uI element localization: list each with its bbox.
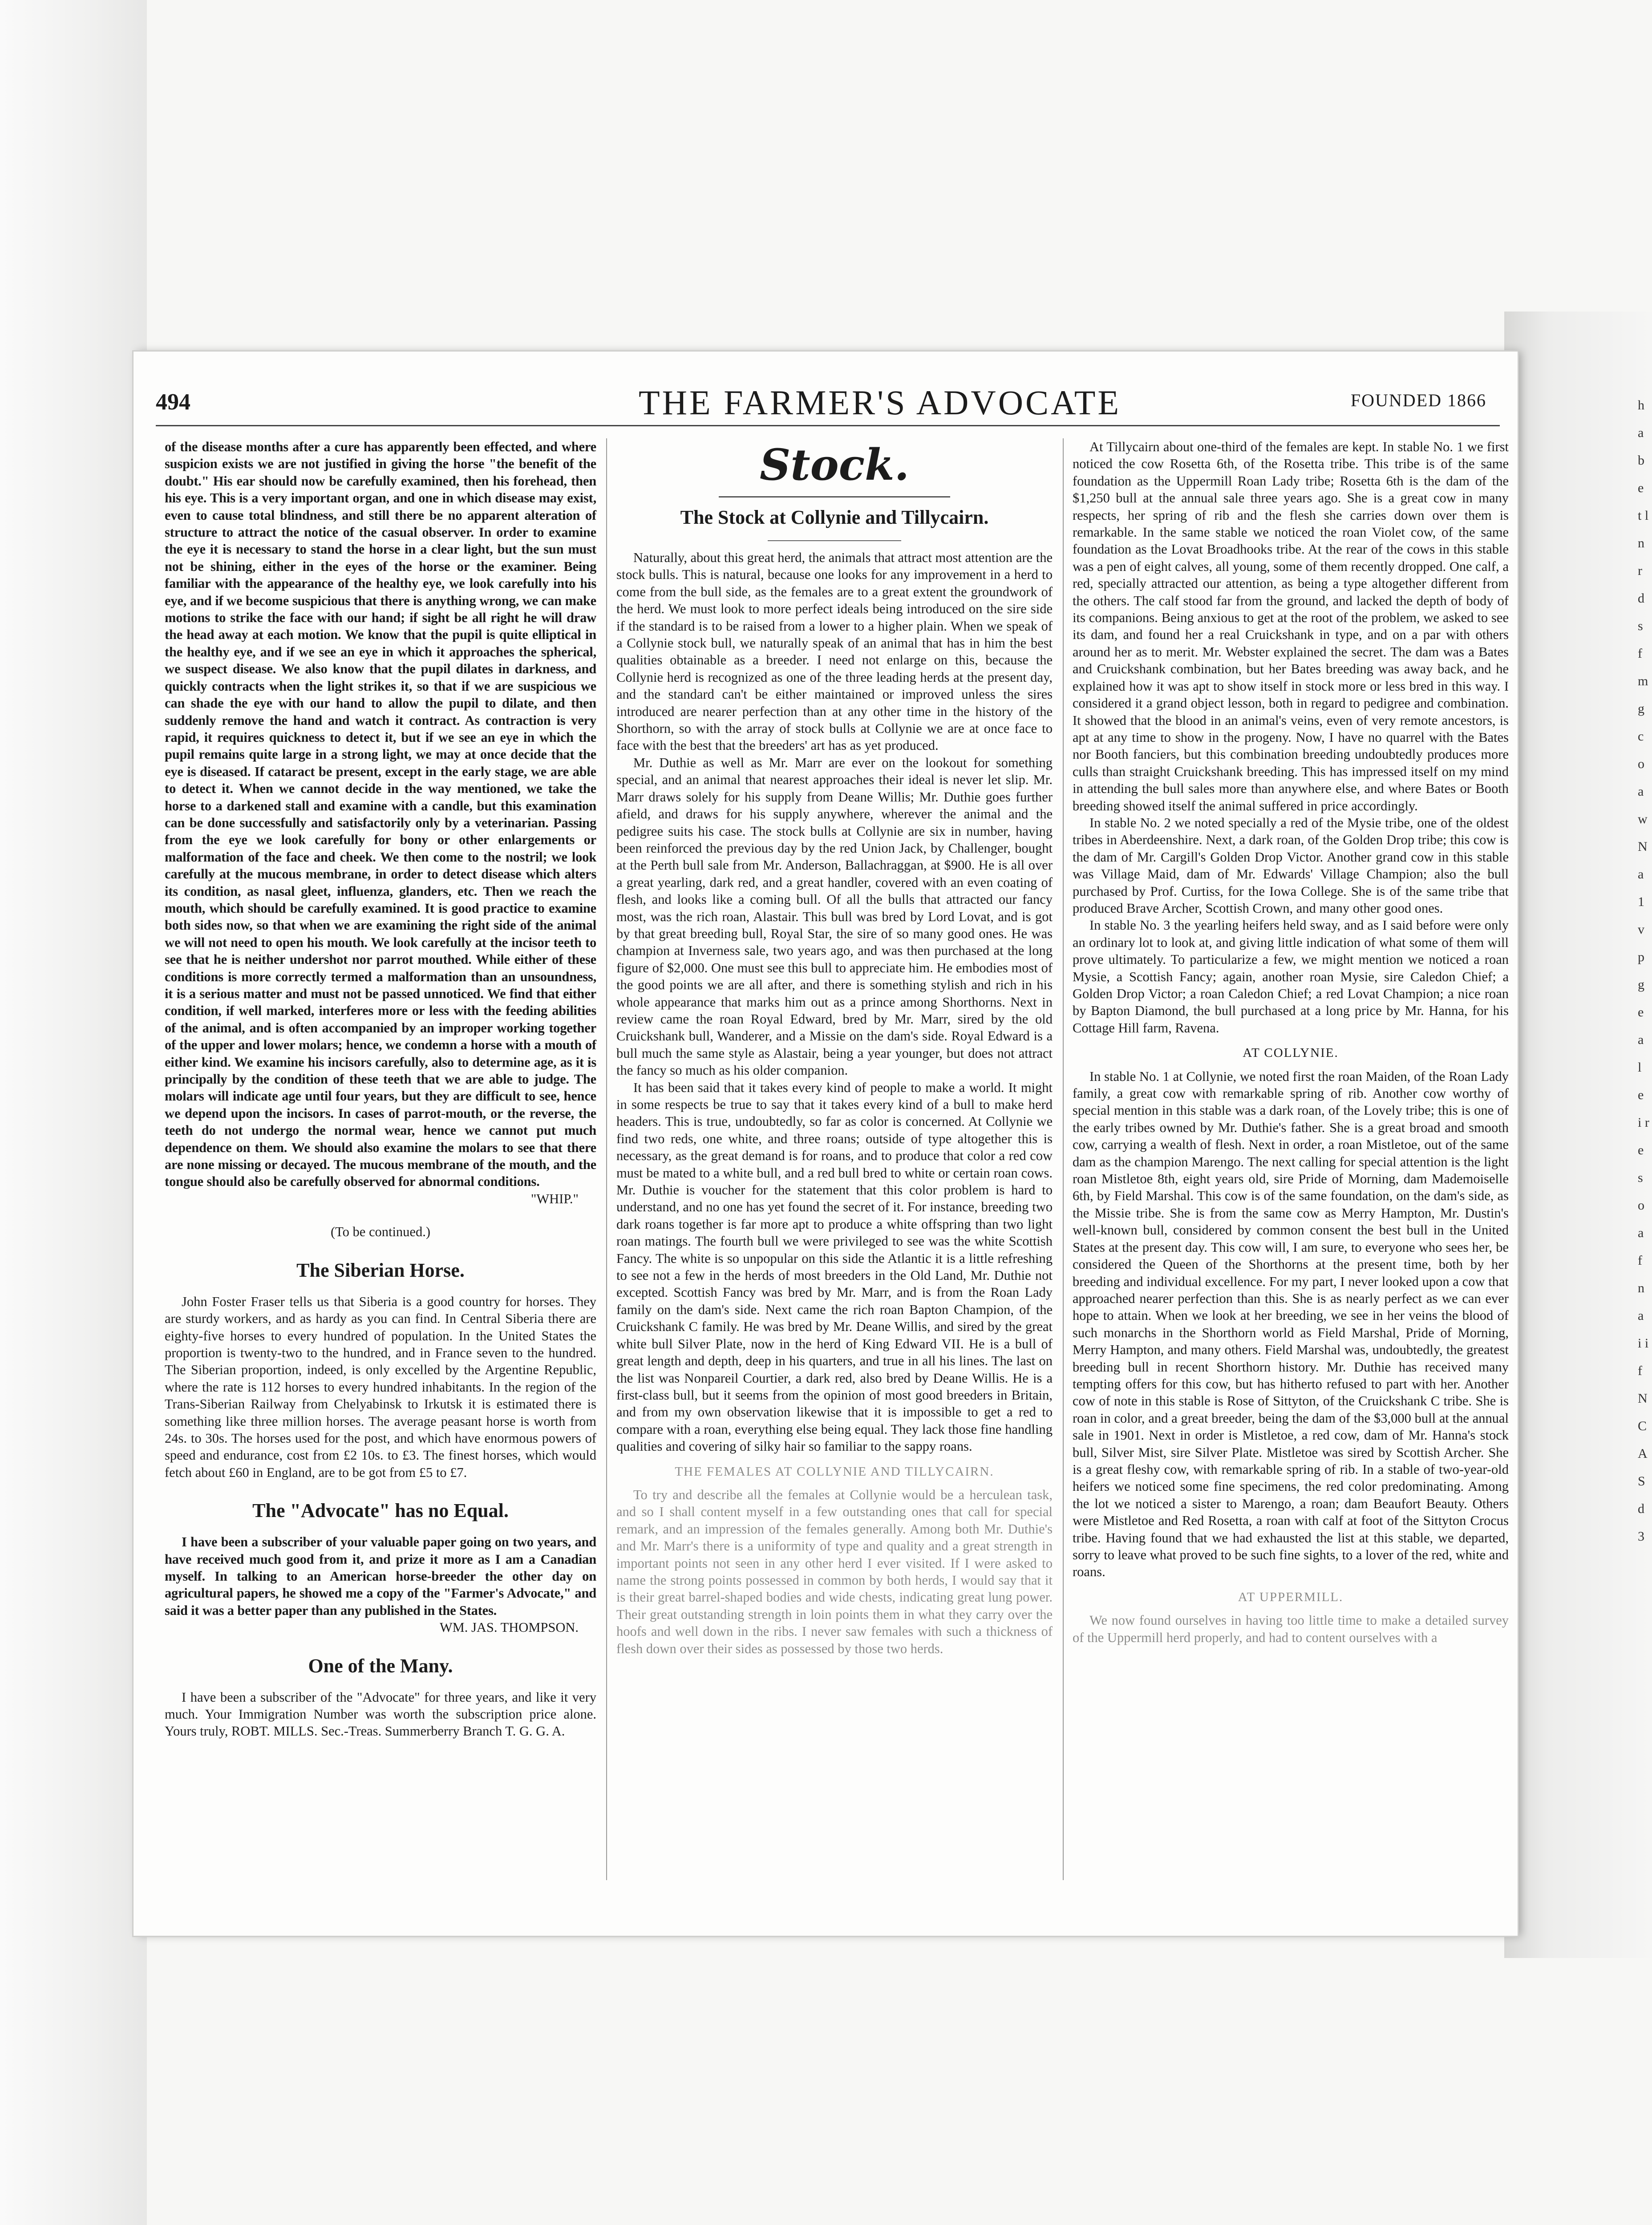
collynie-paragraph-3: It has been said that it takes every kind of people to make a world. It might in some respects be true to say that it takes every kind of a bull to make herd headers. This is true, undoubtedly, so far as color is concerned. At Collynie we find two reds, one white, and three roans; outside of type altogether this is necessary, as the great demand is for roans, and to produce that color a red cow must be mated to a white bull, and a red bull bred to white or certain roan cows. Mr. Duthie is voucher for the statement that this color problem is hard to understand, and no one has yet found the secret of it. For instance, breeding two dark roans together is far more apt to produce a white offspring than two light roan matings. The fourth bull we were privileged to see was the white Scottish Fancy. The white is so unpopular on this side the Atlantic it is a little refreshing to see not a few in the herds of most breeders in the Old Land, Mr. Duthie not excepted. Scottish Fancy was bred by Mr. Marr, and is from the Roan Lady family on the dam's side. Next came the rich roan Bapton Champion, of the Cruickshank C family. He was bred by Mr. Deane Willis, and sired by the great white bull Silver Plate, now in the herd of King Edward VII. He is a bull of great length and depth, deep in his quarters, and true in all his lines. The last on the list was Nonpareil Courtier, a dark red, also bred by Deane Willis. He is a first-class bull, but it seems from the opinion of most good breeders in Britain, and from my own observation likewise that it is impossible to get a red to compare with a roan, everything else being equal. They lack those fine handling qualities and covering of silky hair so familiar to the sappy roans. xyxy=(616,1080,1053,1454)
journal-title: THE FARMER'S ADVOCATE xyxy=(639,383,1122,422)
section-rule xyxy=(719,496,950,498)
eye-exam-signature: "WHIP." xyxy=(530,1191,579,1206)
page-header xyxy=(156,383,1500,423)
eye-exam-text: of the disease months after a cure has apparently been effected, and where suspicion exists we are not justified in giving the horse "the benefit of the doubt." His ear should now be carefully examined, then his forehead, then his eye. This is a very important organ, and one in which disease may exist, even to cause total blindness, and still there be no apparent alteration of structure to attract the notice of the casual observer. In order to examine the eye it is necessary to stand the horse in a clear light, but the sun must not be shining, either in the eyes of the horse or the examiner. Being familiar with the appearance of the healthy eye, we look carefully into his eye, and if we become suspicious that there is anything wrong, we can make motions to strike the face with our hand; if sight be all right he will draw the head away at each motion. We know that the pupil is quite elliptical in the healthy eye, and if we see an eye in which it approaches the spherical, we suspect disease. We also know that the pupil dilates in darkness, and quickly contracts when the light strikes it, so that if we are suspicious we can shade the eye with our hand to allow the pupil to dilate, and then suddenly remove the hand and watch it contract. As contraction is very rapid, it requires quickness to detect it, but if we see an eye in which the pupil remains quite large in a strong light, we may at once decide that the eye is diseased. If cataract be present, except in the early stage, we are able to detect it. When we cannot decide in the way mentioned, we take the horse to a darkened stall and examine with a candle, but this examination can be done successfully and satisfactorily only by a veterinarian. Passing from the eye we look carefully for bony or other enlargements or malformation of the face and cheek. We then come to the nostril; we look carefully at the mucous membrane, in order to detect disease which alters its condition, as nasal gleet, influenza, glanders, etc. Then we reach the mouth, which should be carefully examined. It is good practice to examine both sides now, so that when we are examining the right side of the animal we will not need to open his mouth. We look carefully at the incisor teeth to see that he is neither undershot nor parrot mouthed. While either of these conditions is more correctly termed a malformation than an unsoundness, it is a serious matter and must not be passed unnoticed. We find that either condition, if well marked, interferes more or less with the feeding abilities of the animal, and is often accompanied by an improper working together of the upper and lower molars; hence, we condemn a horse with a mouth of either kind. We examine his incisors carefully, also to determine age, as it is principally by the condition of these teeth that we are able to judge. The molars will indicate age until four years, but they are difficult to see, hence we depend upon the incisors. In cases of parrot-mouth, or the reverse, the teeth do not undergo the normal wear, hence we cannot put much dependence on them. We should also examine the molars to see that there are none missing or decayed. The mucous membrane of the mouth, and the tongue should also be carefully observed for abnormal conditions. xyxy=(165,439,596,1189)
page-number: 494 xyxy=(156,389,190,415)
collynie-stable-paragraph: In stable No. 1 at Collynie, we noted first the roan Maiden, of the Roan Lady family, a great cow with remarkable spring of rib. Another cow worthy of special mention in this stable was a dark roan, of the Lovely tribe; this is one of the early tribes owned by Mr. Duthie's father. She is a great broad and smooth cow, carrying a wealth of flesh. Next in order, a roan Mistletoe, out of the same dam as the champion Marengo. The next calling for special attention is the light roan Mistletoe 8th, eight years old, sire Pride of Morning, dam Mademoiselle 6th, by Field Marshal. This cow is of the same foundation, on the dam's side, as the Missie tribe. She is from the same cow as Merry Hampton, Mr. Dustin's well-known bull, considered by common consent the best bull in the United States at the present day. This cow will, I am sure, to everyone who sees her, be considered the Queen of the Shorthorns at the present time, both by her breeding and individual excellence. For my part, I never looked upon a cow that approached nearer perfection than this. She is as nearly perfect as we can ever hope to attain. When we look at her breeding, we see in her veins the blood of such monarchs in the Shorthorn world as Field Marshal, Pride of Morning, Merry Hampton, and many others. Field Marshal was, undoubtedly, the greatest breeding bull in recent Shorthorn history. Mr. Duthie has received many tempting offers for this cow, but has hitherto refused to part with her. Another cow of note in this stable is Rose of Sittyton, of the Cruickshank C tribe. She is roan in color, and a great breeder, being the dam of the $3,000 bull at the annual sale in 1901. Next in order is Mistletoe, a red cow, dam of Mr. Hanna's stock bull, Silver Mist, sire Silver Plate. Mistletoe was sired by Scottish Archer. She is a great fleshy cow, with remarkable spring of rib. In a stable of two-year-old heifers we noticed some fine specimens, the red color predominating. Among the lot we noticed a sister to Marengo, a roan; dam Beaufort Beauty. Others were Mistletoe and Red Rosetta, a roan with calf at foot of the Sittyton Crocus tribe. Having found that we had exhausted the list at this stable, we departed, sorry to leave what proved to be such fine sights, to a lover of the red, white and roans. xyxy=(1073,1068,1509,1580)
siberian-horse-text: John Foster Fraser tells us that Siberia is a good country for horses. They are sturdy workers, and as hardy as you can find. In Central Siberia there are eighty-five horses to every hundred of population. In the United States the proportion is twenty-two to the hundred, and in France seven to the hundred. The Siberian proportion, indeed, is only excelled by the Argentine Republic, where the rate is 112 horses to every hundred inhabitants. In the region of the Trans-Siberian Railway from Chelyabinsk to Irkutsk it is estimated there is something like three million horses. The average peasant horse is worth from 24s. to 30s. The horses used for the post, and which have enormous powers of speed and endurance, cost from £2 10s. to £3. The finest horses, which would fetch about £60 in England, are to be got from £5 to £7. xyxy=(165,1294,596,1480)
siberian-horse-heading: The Siberian Horse. xyxy=(296,1259,465,1281)
scan-background-left xyxy=(0,0,147,2225)
one-of-many-text: I have been a subscriber of the "Advocate" for three years, and like it very much. Your Immigration Number was worth the subscription price alone. Yours truly, ROBT. MILLS. Sec.-Treas. Summerberry Branch T. G. G. A. xyxy=(165,1689,596,1739)
advocate-equal-text: I have been a subscriber of your valuable paper going on two years, and have received much good from it, and prize it more as I am a Canadian myself. In talking to an American horse-breeder the other day on agricultural papers, he showed me a copy of the "Farmer's Advocate," and said it was a better paper than any published in the States. xyxy=(165,1534,596,1618)
column-divider xyxy=(606,438,607,1880)
at-collynie-subheading: AT COLLYNIE. xyxy=(1243,1046,1339,1060)
at-uppermill-subheading: AT UPPERMILL. xyxy=(1238,1590,1344,1604)
column-divider xyxy=(1063,438,1064,1880)
tillycairn-paragraph-3: In stable No. 3 the yearling heifers held sway, and as I said before were only an ordinary lot to look at, and giving little indication of what some of them will prove ultimately. To particularize a few, we might mention we noticed a roan Mysie, a Scottish Fancy; again, another roan Mysie, sire Caledon Chief; a Golden Drop Victor; a roan Caledon Chief; a red Lovat Champion; a nice roan by Bapton Diamond, the bull purchased at a long price by Mr. Hanna, for his Cottage Hill farm, Ravena. xyxy=(1073,918,1509,1036)
uppermill-paragraph: We now found ourselves in having too little time to make a detailed survey of the Uppermill herd properly, and had to content ourselves with a xyxy=(1073,1613,1509,1645)
continued-note: (To be continued.) xyxy=(331,1224,430,1240)
collynie-paragraph-1: Naturally, about this great herd, the animals that attract most attention are the stock bulls. This is natural, because one looks for any improvement in a herd to come from the bull side, as the females are to a great extent the groundwork of the herd. We must look to more perfect ideals being introduced on the sire side if the standard is to be raised from a lower to a higher plain. When we speak of a Collynie stock bull, we naturally speak of an animal that has in him the best qualities obtainable as a breeder. I need not enlarge on this, because the Collynie herd is recognized as one of the three leading herds at the present day, and the standard can't be either maintained or improved unless the sires introduced are nearer perfection than at any other time in the history of the Shorthorn, so with the array of stock bulls at Collynie we are at once face to face with the best that the breeders' art has as yet produced. xyxy=(616,550,1053,753)
founded-year: FOUNDED 1866 xyxy=(1350,390,1486,410)
one-of-many-heading: One of the Many. xyxy=(308,1655,453,1677)
newspaper-page xyxy=(134,352,1518,1936)
column-left xyxy=(165,438,596,1740)
column-right xyxy=(1073,438,1509,1646)
collynie-paragraph-4: To try and describe all the females at Collynie would be a herculean task, and so I shall content myself in a few outstanding ones that call for special remark, and an impression of the females generally. Among both Mr. Duthie's and Mr. Marr's there is a uniformity of type and quality and a great strength in important points not seen in any other herd I ever visited. If I were asked to name the strong points possessed in common by both herds, I would say that it is their great barrel-shaped bodies and wide chests, indicating great lung power. Their great outstanding strength in loin points them in what they carry over the hoofs and well down in the ribs. I never saw females with such a thickness of flesh down over their sides as possessed by those two herds. xyxy=(616,1487,1053,1656)
heading-rule xyxy=(768,540,901,541)
adjacent-page-edge-text: h a b e t l n r d s f m g c o a w N a 1 v p g e a l e i r e s o a f n a i i f N C A S d 3 xyxy=(1638,398,1649,1544)
collynie-article-heading: The Stock at Collynie and Tillycairn. xyxy=(680,506,989,528)
advocate-equal-heading: The "Advocate" has no Equal. xyxy=(252,1500,509,1522)
females-subheading: THE FEMALES AT COLLYNIE AND TILLYCAIRN. xyxy=(675,1464,994,1479)
advocate-equal-signature: WM. JAS. THOMPSON. xyxy=(439,1620,579,1635)
header-rule xyxy=(156,425,1500,426)
column-middle xyxy=(616,438,1053,1657)
collynie-paragraph-2: Mr. Duthie as well as Mr. Marr are ever on the lookout for something special, and an animal that nearest approaches their ideal is never let slip. Mr. Marr draws solely for his supply from Deane Willis; Mr. Duthie goes further afield, and draws for his supply anywhere, wherever the animal and the pedigree suits his case. The stock bulls at Collynie are six in number, having been reinforced the previous day by the red Union Jack, by Challenger, bought at the Perth bull sale from Mr. Anderson, Ballachraggan, at $900. He is all over a great yearling, dark red, and a great handler, covered with an even coating of flesh, and looks like a coming bull. Of all the bulls that attracted our fancy most, was the rich roan, Alastair. This bull was bred by Lord Lovat, and is got by that great breeding bull, Royal Star, the sire of so many good ones. He was champion at Inverness sale, two years ago, and was then purchased at the long figure of $2,000. One must see this bull to appreciate him. He embodies most of the good points we are all after, and there is something stylish and rich in his whole appearance that marks him out as a prince among Shorthorns. Next in review came the roan Royal Edward, bred by Mr. Marr, sired by the old Cruickshank bull, Wanderer, and a Missie on the dam's side. Royal Edward is a bull much the same style as Alastair, being a year younger, but does not attract the fancy so much as his older companion. xyxy=(616,755,1053,1078)
tillycairn-paragraph-2: In stable No. 2 we noted specially a red of the Mysie tribe, one of the oldest tribes in Aberdeenshire. Next, a dark roan, of the Golden Drop tribe; this cow is the dam of Mr. Cargill's Golden Drop Victor. Another grand cow in this stable was Village Maid, dam of Mr. Edwards' Village Champion; also the bull purchased by Prof. Curtiss, for the Iowa College. She is of the same tribe that produced Brave Archer, Scottish Crown, and many other good ones. xyxy=(1073,815,1509,916)
tillycairn-paragraph-1: At Tillycairn about one-third of the females are kept. In stable No. 1 we first noticed the cow Rosetta 6th, of the Rosetta tribe. This tribe is of the same foundation as the Uppermill Roan Lady tribe; Rosetta 6th is the dam of the $1,250 bull at the annual sale three years ago. She is a great cow in many respects, her spring of rib and the flesh she carries down over them is remarkable. In the same stable we noticed the roan Violet cow, of the same foundation as the Lovat Broadhooks tribe. At the rear of the cows in this stable was a pen of eight calves, all young, some of them recently dropped. One calf, a red, specially attracted our attention, as being a type altogether different from the others. The calf stood far from the ground, and lacked the depth of body of its companions. Being anxious to get at the root of the problem, we asked to see its dam, and found her a real Cruickshank in type, and on a par with others around her as to merit. Mr. Webster explained the secret. The dam was a Bates and Cruickshank combination, but her Bates breeding was away back, and he explained how it was apt to show itself in stock more or less bred in this way. I considered it a grand object lesson, both in regard to pedigree and combination. It showed that the blood in an animal's veins, even of very remote ancestors, is apt at any time to show in the progeny. Now, I have no quarrel with the Bates nor Booth fanciers, but this combination breeding undoubtedly produces more culls than straight Cruickshank breeding. This has impressed itself on my mind in attending the bull sales more than anywhere else, and where Bates or Booth breeding showed itself the animal suffered in price accordingly. xyxy=(1073,439,1509,813)
scan-background-right xyxy=(1504,312,1652,1958)
stock-section-heading: Stock. xyxy=(759,440,910,490)
